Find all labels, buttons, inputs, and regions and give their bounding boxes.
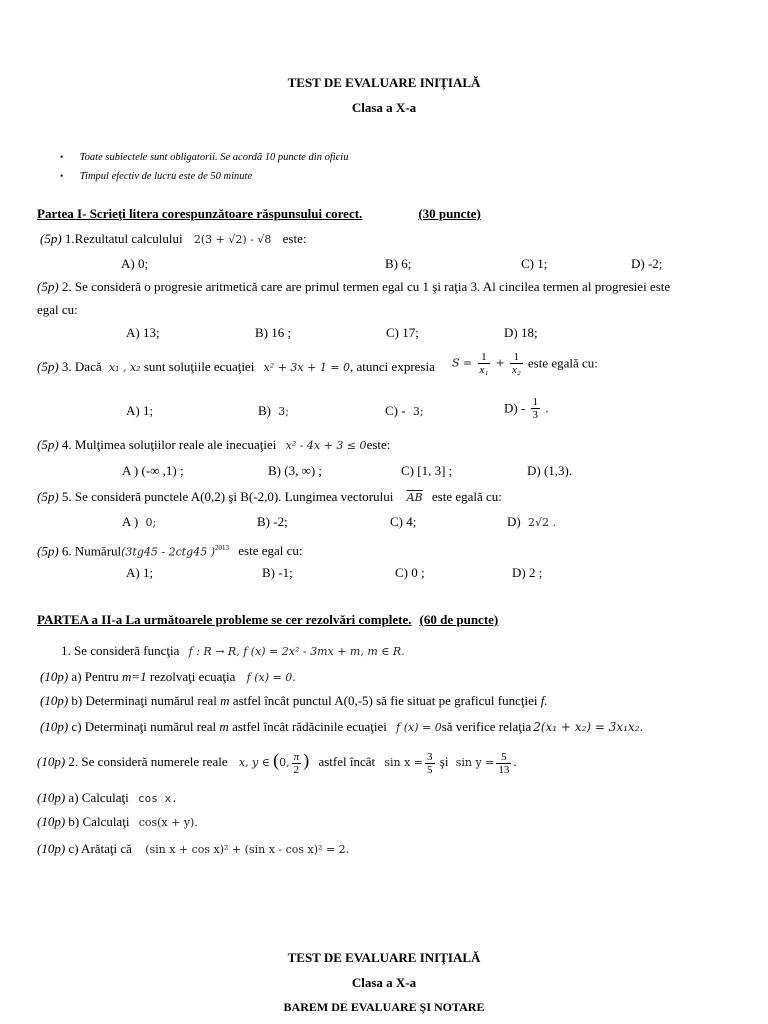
question-text: 5. Se consideră punctele A(0,2) şi B(-2,0). Lungimea vectorului <box>61 489 394 504</box>
interval-start: 0, <box>279 756 290 770</box>
option-c: C) 0 ; <box>395 565 425 580</box>
option-a: A) 13; <box>126 325 160 340</box>
problem-score: (10p) <box>37 814 66 829</box>
numerator: 1 <box>481 351 487 363</box>
question-4 <box>37 437 390 454</box>
problem-score: (10p) <box>40 669 69 684</box>
denominator: x₁ <box>479 364 489 376</box>
problem-score: (10p) <box>37 790 66 805</box>
option-d <box>504 396 549 421</box>
question-text: 2. Se consideră o progresie aritmetică care are primul termen egal cu 1 şi raţia 3. Al cincilea termen al progresiei este <box>61 279 671 294</box>
denominator: x₂ <box>511 364 521 376</box>
option-label: C) - <box>385 403 406 418</box>
question-2-continued: egal cu: <box>37 302 78 317</box>
problem-text: c) Determinaţi numărul real <box>68 719 220 734</box>
option-math: 0; <box>145 516 157 529</box>
question-text: sunt soluţiile ecuaţiei <box>143 359 255 374</box>
option-c: C) 17; <box>386 325 419 340</box>
problem-text: b) Determinaţi numărul real <box>68 693 221 708</box>
part2-points: (60 de puncte) <box>419 612 499 627</box>
question-text: 6. Numărul <box>61 543 122 559</box>
problem-2a <box>37 790 178 807</box>
barem-class: Clasa a X-a <box>351 975 417 990</box>
option-d: D) -2; <box>631 256 663 271</box>
paren-right: ) <box>303 750 310 770</box>
problem-text: 1. Se consideră funcţia <box>61 643 180 658</box>
problem-text: 2. Se consideră numerele reale <box>68 754 228 769</box>
option-a: A) 0; <box>121 256 149 271</box>
question-score: (5p) <box>37 359 59 374</box>
question-6 <box>37 540 303 560</box>
option-math: 2√2 . <box>527 516 556 529</box>
page-subtitle: Clasa a X-a <box>351 100 417 115</box>
math-identity: (sin x + cos x)² + (sin x - cos x)² = 2. <box>145 843 350 856</box>
option-a <box>122 514 156 531</box>
option-c: C) [1, 3] ; <box>401 463 453 478</box>
problem-text: c) Arătaţi că <box>65 841 132 856</box>
option-label: D) - <box>504 400 526 416</box>
note-text: Toate subiectele sunt obligatorii. Se acordă 10 puncte din oficiu <box>79 152 349 163</box>
numerator: 1 <box>532 396 539 408</box>
option-end: . <box>545 400 549 416</box>
math-function: f : R → R, f (x) = 2x² - 3mx + m, m ∈ R. <box>188 645 405 658</box>
option-d: D) 18; <box>504 325 538 340</box>
problem-text: a) Pentru <box>68 669 122 684</box>
denominator: 3 <box>532 409 539 421</box>
option-b: B) 6; <box>385 256 412 271</box>
option-b <box>258 403 289 420</box>
note-item <box>60 149 348 166</box>
part1-points: (30 puncte) <box>418 206 481 221</box>
part2-heading-text: PARTEA a II-a La următoarele probleme se cer rezolvări complete. <box>37 612 412 627</box>
option-c: C) 4; <box>390 514 417 529</box>
option-b: B) -2; <box>257 514 288 529</box>
question-text-end: este: <box>366 437 391 452</box>
problem-1c <box>40 719 643 736</box>
part1-heading-text: Partea I- Scrieţi litera corespunzătoare răspunsului corect. <box>37 206 363 221</box>
problem-emphasis: f. <box>540 693 548 708</box>
option-d <box>507 514 556 531</box>
denominator: 5 <box>427 763 433 776</box>
question-score: (5p) <box>37 437 59 452</box>
question-score: (5p) <box>37 489 59 504</box>
option-a: A) 1; <box>126 403 154 418</box>
math-cos-sum: cos(x + y). <box>138 816 198 829</box>
fraction <box>496 751 511 776</box>
question-text-end: este egal cu: <box>238 543 303 559</box>
question-text-end: este egală cu: <box>431 489 502 504</box>
problem-text: b) Calculaţi <box>65 814 130 829</box>
option-b: B) (3, ∞) ; <box>268 463 323 478</box>
question-score: (5p) <box>37 279 59 294</box>
problem-score: (10p) <box>37 754 66 769</box>
problem-score: (10p) <box>40 719 69 734</box>
math-siny: sin y = <box>455 756 495 769</box>
bullet-icon: • <box>60 152 64 162</box>
math-domain: x, y ∈ <box>238 756 270 769</box>
barem-subtitle: BAREM DE EVALUARE ŞI NOTARE <box>283 1000 485 1014</box>
math-exponent: 2013 <box>215 544 230 552</box>
math-roots: x₁ , x₂ <box>108 361 141 374</box>
question-text-end: este: <box>282 231 307 246</box>
numerator: 1 <box>513 351 520 363</box>
question-1 <box>40 231 306 248</box>
numerator: 5 <box>501 750 507 763</box>
problem-emphasis: m <box>220 693 230 708</box>
question-text-end: este egală cu: <box>527 355 598 371</box>
numerator: 3 <box>427 750 433 763</box>
bullet-icon: • <box>60 171 64 181</box>
question-3 <box>37 359 435 376</box>
problem-1b <box>40 693 548 709</box>
problem-text: a) Calculaţi <box>65 790 129 805</box>
question-score: (5p) <box>40 231 62 246</box>
part2-heading <box>37 612 498 628</box>
problem-text: şi <box>439 754 449 769</box>
problem-emphasis: m <box>219 719 229 734</box>
problem-1a <box>40 669 296 686</box>
denominator: 2 <box>292 763 302 776</box>
math-inequality: x² - 4x + 3 ≤ 0 <box>285 439 367 452</box>
problem-emphasis: m=1 <box>121 669 147 684</box>
option-c: C) 1; <box>521 256 548 271</box>
math-expression: 2(3 + √2) - √8 <box>193 233 272 246</box>
question-text: 1.Rezultatul calculului <box>64 231 183 246</box>
note-text: Timpul efectiv de lucru este de 50 minute <box>79 171 253 182</box>
plus-sign: + <box>495 356 505 370</box>
math-s-label: S = <box>452 356 473 370</box>
fraction <box>478 351 491 376</box>
option-label: D) <box>507 514 521 529</box>
option-c <box>385 403 424 420</box>
note-item <box>60 168 252 185</box>
question-text: , atunci expresia <box>350 359 435 374</box>
math-relation: 2(x₁ + x₂) = 3x₁x₂. <box>533 720 644 734</box>
option-math: 3; <box>412 405 424 418</box>
problem-2b <box>37 814 198 831</box>
problem-text: astfel încât rădăcinile ecuaţiei <box>228 719 387 734</box>
fraction <box>292 751 302 776</box>
question-text: 3. Dacă <box>61 359 102 374</box>
math-expression: (3tg45 - 2ctg45 ) <box>121 545 216 559</box>
paren-left: ( <box>273 750 280 770</box>
question-score: (5p) <box>37 543 59 559</box>
problem-2c <box>37 841 349 858</box>
fraction <box>531 396 541 421</box>
math-equation: f (x) = 0. <box>246 671 296 684</box>
math-expression-s <box>452 351 598 376</box>
barem-title: TEST DE EVALUARE INIŢIALĂ <box>287 950 481 965</box>
math-sinx: sin x = <box>384 756 424 769</box>
question-5 <box>37 489 502 506</box>
math-vector: $\overline{AB}$ <box>406 491 423 504</box>
denominator: 13 <box>498 763 510 776</box>
option-math: 3; <box>278 405 289 418</box>
option-label: A ) <box>122 514 139 529</box>
question-text: 4. Mulţimea soluţiilor reale ale inecuaţiei <box>61 437 277 452</box>
problem-text: astfel încât <box>318 754 376 769</box>
problem-text: să verifice relaţia <box>441 719 532 734</box>
option-b: B) -1; <box>262 565 293 580</box>
option-d: D) 2 ; <box>512 565 543 580</box>
option-a: A) 1; <box>126 565 154 580</box>
option-b: B) 16 ; <box>255 325 292 340</box>
option-label: B) <box>258 403 271 418</box>
problem-score: (10p) <box>37 841 66 856</box>
math-equation: f (x) = 0 <box>396 721 442 734</box>
problem-2 <box>37 745 517 781</box>
option-d: D) (1,3). <box>527 463 573 478</box>
fraction <box>510 351 523 376</box>
part1-heading <box>37 206 481 222</box>
numerator: π <box>293 750 300 763</box>
option-a: A ) (-∞ ,1) ; <box>122 463 184 478</box>
problem-text-end: . <box>513 754 517 769</box>
problem-text: rezolvaţi ecuaţia <box>146 669 236 684</box>
fraction <box>425 751 435 776</box>
question-2 <box>37 279 670 295</box>
math-equation: x² + 3x + 1 = 0 <box>263 361 351 374</box>
page-title: TEST DE EVALUARE INIŢIALĂ <box>287 75 481 90</box>
problem-text: astfel încât punctul A(0,-5) să fie situat pe graficul funcţiei <box>229 693 541 708</box>
problem-score: (10p) <box>40 693 69 708</box>
problem-1 <box>61 643 405 660</box>
math-cosx: cos x. <box>137 792 178 805</box>
